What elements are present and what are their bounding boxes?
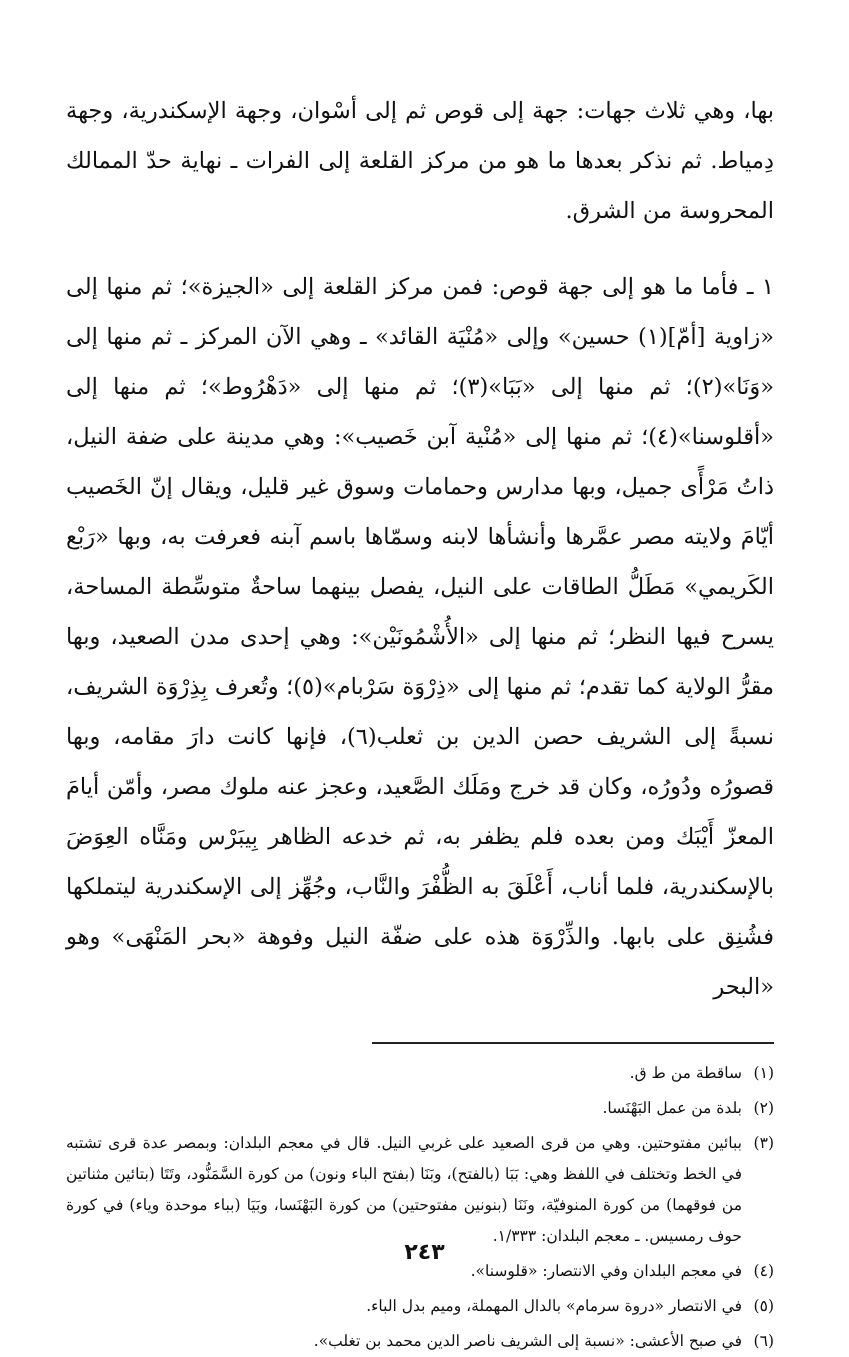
footnote-number: (٦) bbox=[753, 1332, 774, 1350]
footnote bbox=[66, 1128, 774, 1252]
footnote-number: (٥) bbox=[753, 1297, 774, 1315]
footnote-separator bbox=[372, 1042, 774, 1044]
footnote-number: (٤) bbox=[753, 1262, 774, 1280]
paragraph: بها، وهي ثلاث جهات: جهة إلى قوص ثم إلى أسْوان، وجهة الإسكندرية، وجهة دِمياط. ثم نذكر بعدها ما هو من مركز القلعة إلى الفرات ـ نهاية حدّ الممالك المحروسة من الشرق. bbox=[66, 98, 774, 224]
footnote bbox=[66, 1326, 774, 1357]
paragraph: ١ ـ فأما ما هو إلى جهة قوص: فمن مركز القلعة إلى «الجيزة»؛ ثم منها إلى «زاوية [أمّ](١) حسين» وإلى «مُنْيَة القائد» ـ وهي الآن المركز ـ ثم منها إلى «وَنَا»(٢)؛ ثم منها إلى «بَبَا»(٣)؛ ثم منها إلى «دَهْرُوط»؛ ثم منها إلى «أقلوسنا»(٤)؛ ثم منها إلى «مُنْية آبن خَصيب»: وهي مدينة على ضفة النيل، ذاتُ مَرْأًى جميل، وبها مدارس وحمامات وسوق غير قليل، ويقال إنّ الخَصيب أيّامَ ولايته مصر عمَّرها وأنشأها لابنه وسمّاها باسم آبنه فعرفت به، وبها «رَبْع الكَريمي» مَطَلُّ الطاقات على النيل، يفصل بينهما ساحةٌ متوسِّطة المساحة، يسرح فيها النظر؛ ثم منها إلى «الأُشْمُونَيْن»: وهي إحدى مدن الصعيد، وبها مقرُّ الولاية كما تقدم؛ ثم منها إلى «ذِرْوَة سَرْبام»(٥)؛ وتُعرف بِذِرْوَة الشريف، نسبةً إلى الشريف حصن الدين بن ثعلب(٦)، فإنها كانت دارَ مقامه، وبها قصورُه ودُورُه، وكان قد خرج ومَلَك الصَّعيد، وعجز عنه ملوك مصر، وأمّن أيامَ المعزّ أَيْبَك ومن بعده فلم يظفر به، ثم خدعه الظاهر بِيبَرْس ومَنَّاه العِوَضَ بالإسكندرية، فلما أناب، أَعْلَقَ به الظُّفْرَ والنَّاب، وجُهِّز إلى الإسكندرية ليتملكها فشُنِق على بابها. والذِّرْوَة هذه على ضفّة النيل وفوهة «بحر المَنْهَى» وهو «البحر bbox=[66, 274, 775, 1000]
main-text bbox=[66, 86, 774, 1012]
footnote-text: في صبح الأعشى: «نسبة إلى الشريف ناصر الدين محمد بن تغلب». bbox=[313, 1332, 742, 1350]
footnote-text: في معجم البلدان وفي الانتصار: «قلوسنا». bbox=[470, 1262, 742, 1280]
footnote-number: (٣) bbox=[753, 1134, 774, 1152]
footnote bbox=[66, 1093, 774, 1124]
footnote bbox=[66, 1291, 774, 1322]
footnote-number: (٢) bbox=[753, 1099, 774, 1117]
footnote-text: ساقطة من ط ق. bbox=[629, 1064, 742, 1082]
footnote-number: (١) bbox=[753, 1064, 774, 1082]
footnote-text: في الانتصار «دروة سرمام» بالدال المهملة، وميم بدل الباء. bbox=[366, 1297, 742, 1315]
footnote-text: بلدة من عمل البَهْنَسا. bbox=[602, 1099, 742, 1117]
page-number: ٢٤٣ bbox=[404, 1240, 445, 1265]
footnote-text: ببائين مفتوحتين. وهي من قرى الصعيد على غربي النيل. قال في معجم البلدان: وبمصر عدة قرى تشتبه في الخط وتختلف في اللفظ وهي: بَبَا (بالفتح)، وبَنَا (بفتح الباء ونون) من كورة السَّمَنُّود، وتَتَا (بتائين مثناتين من فوقهما) من كورة المنوفيّة، ونَنَا (بنونين مفتوحتين) من كورة البَهْنَسا، وبَيَا (بباء موحدة وياء) في كورة حوف رمسيس. ـ معجم البلدان: ١/٣٣٣. bbox=[66, 1134, 742, 1245]
footnote bbox=[66, 1058, 774, 1089]
footnotes bbox=[66, 1058, 774, 1357]
